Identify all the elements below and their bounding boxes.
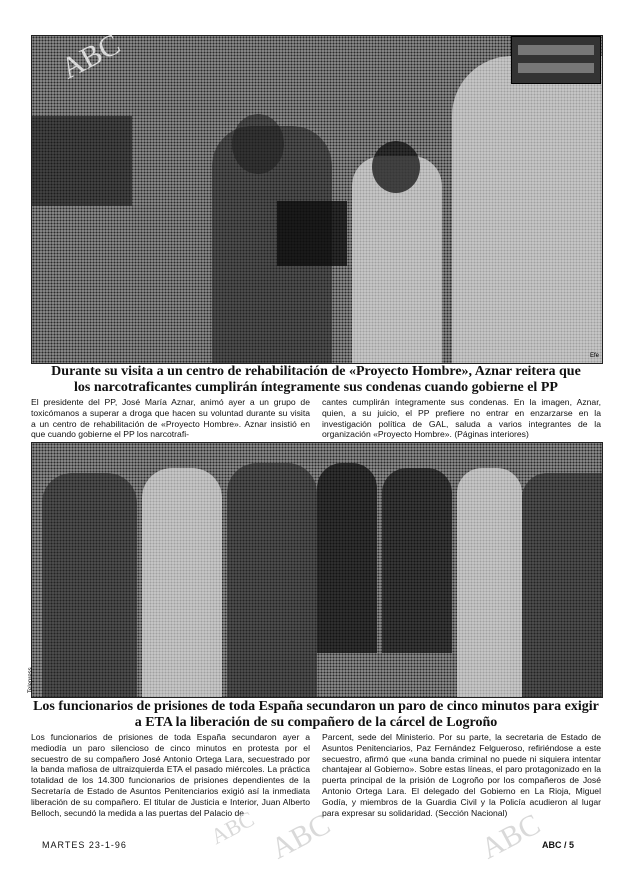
photo-aznar-visit <box>31 35 603 364</box>
article-column: El presidente del PP, José María Aznar, animó ayer a un grupo de toxicómanos a superar a droga que hacen su voluntad durante su visita a un centro de rehabilitación de «Proyecto Hombre». Aznar insistió en que cuando gobierne el PP los narcotrafi- <box>31 397 310 440</box>
watermark: ABC <box>55 27 126 86</box>
photo-prison-workers <box>28 442 603 698</box>
article-prison <box>31 732 601 818</box>
photo-figure-right <box>452 56 602 363</box>
watermark: ABC <box>265 807 336 866</box>
headline-prison: Los funcionarios de prisiones de toda España secundaron un paro de cinco minutos para exigir a ETA la liberación de su compañero de la cárcel de Logroño <box>33 699 599 730</box>
article-aznar <box>31 397 601 440</box>
photo-credit: Telepress <box>28 667 34 693</box>
photo-credit: Efe <box>589 353 599 359</box>
photo-group-person <box>227 463 317 697</box>
headline-aznar: Durante su visita a un centro de rehabilitación de «Proyecto Hombre», Aznar reitera que los narcotraficantes cumplirán íntegramente sus condenas cuando gobierne el PP <box>51 364 581 395</box>
section-logo-badge <box>511 36 601 84</box>
photo-group-person-suit <box>382 468 452 653</box>
photo-group-person <box>142 468 222 697</box>
photo-background-object <box>32 116 132 206</box>
footer-date: MARTES 23-1-96 <box>42 840 127 850</box>
footer-page: ABC / 5 <box>542 840 575 850</box>
watermark: ABC <box>206 805 259 850</box>
article-column: cantes cumplirán íntegramente sus condenas. En la imagen, Aznar, quien, a su juicio, el PP prefiere no entrar en enzarzarse en la investigación política de GAL, saluda a varios integrantes de la organización «Proyecto Hombre». (Páginas interiores) <box>322 397 601 440</box>
article-column: Parcent, sede del Ministerio. Por su parte, la secretaria de Estado de Asuntos Penitenciarios, Paz Fernández Felgueroso, refiriéndose a este secuestro, afirmó que «una banda criminal no puede ni siquiera intentar chantajear al Gobierno». Sobre estas líneas, el paro protagonizado en la puerta principal de la prisión de Logroño por los compañeros de José Antonio Ortega Lara. El delegado del Gobierno en La Rioja, Miguel Godía, y miembros de la Guardia Civil y la Policía acudieron al lugar para expresar su solidaridad. (Sección Nacional) <box>322 732 601 818</box>
photo-group-left <box>42 473 137 697</box>
watermark: ABC <box>475 807 546 866</box>
photo-group-right <box>522 473 602 697</box>
photo-object-dark <box>277 201 347 266</box>
photo-group-person <box>457 468 522 697</box>
photo-figure-woman-head <box>372 141 420 193</box>
article-column: Los funcionarios de prisiones de toda España secundaron ayer a mediodía un paro silencioso de cinco minutos en protesta por el secuestro de su compañero José Antonio Ortega Lara, secuestrado por la banda mafiosa de ultraizquierda ETA el pasado miércoles. La práctica totalidad de los 14.300 funcionarios de prisiones dependientes de la Secretaría de Estado de Asuntos Penitenciarios exigió así la inmediata liberación de su compañero. El titular de Justicia e Interior, Juan Alberto Belloch, secundó la medida a las puertas del Palacio de <box>31 732 310 818</box>
photo-figure-head <box>232 114 284 174</box>
photo-group-person-suit <box>317 463 377 653</box>
